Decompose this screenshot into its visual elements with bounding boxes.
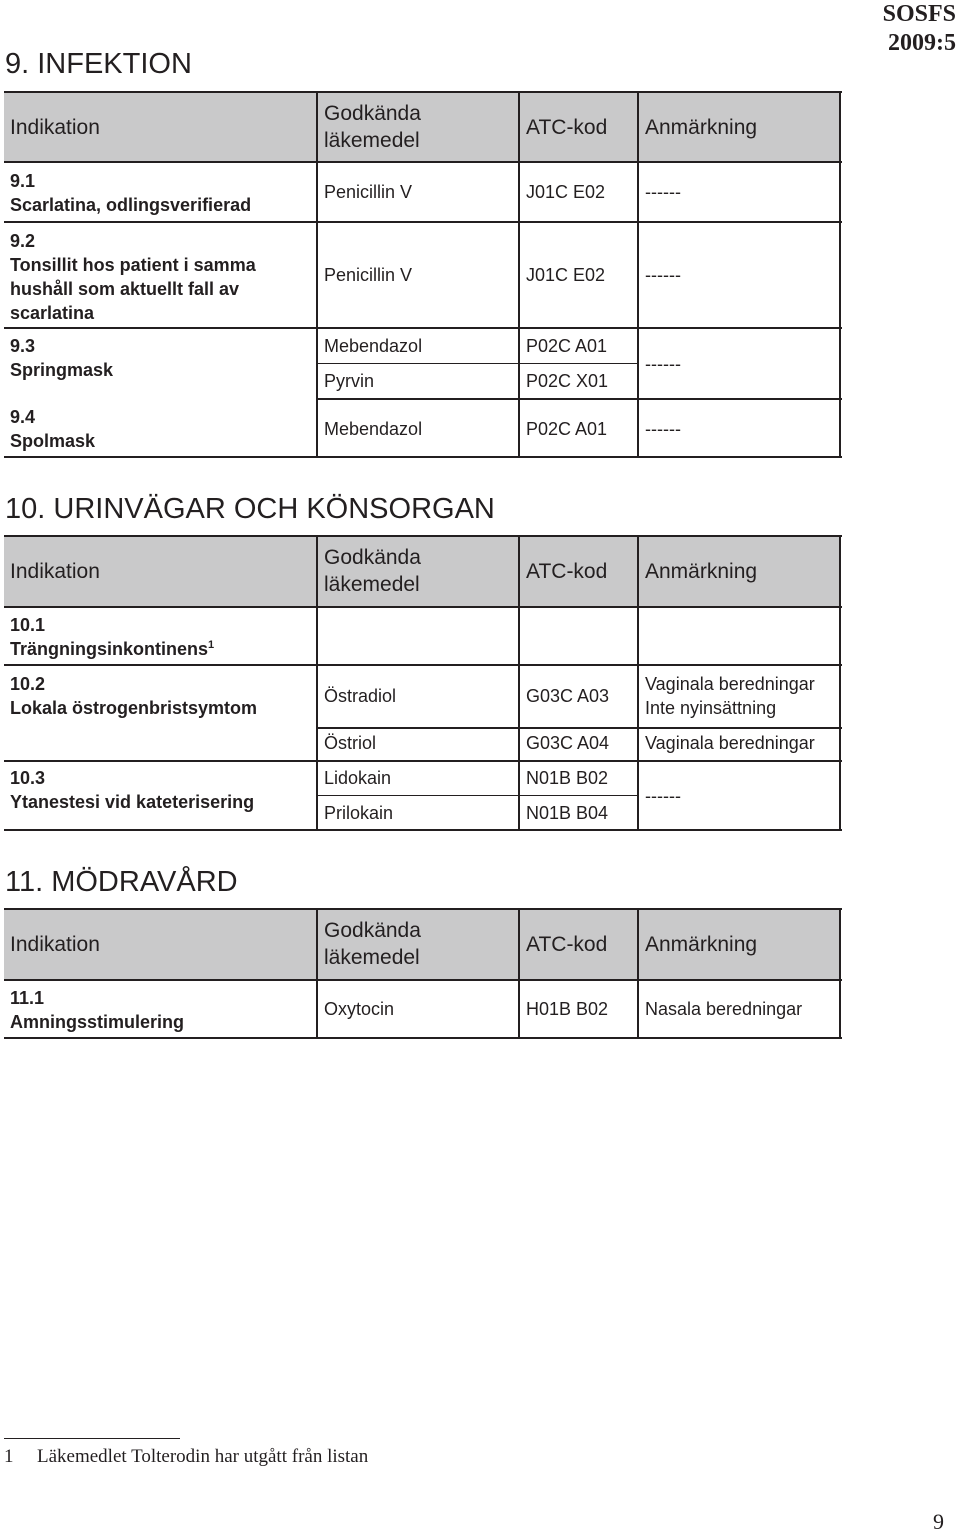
table-right-border bbox=[839, 908, 841, 1039]
column-header-atc: ATC-kod bbox=[526, 933, 608, 956]
drug-name: Östriol bbox=[324, 733, 377, 753]
indication-number: 11.1 bbox=[10, 988, 45, 1008]
drug-name: Mebendazol bbox=[324, 336, 423, 356]
column-header-lakemedel bbox=[324, 917, 421, 971]
indication-name-text: Trängningsinkontinens bbox=[10, 639, 209, 659]
header-bottom-border bbox=[4, 161, 842, 163]
column-divider bbox=[518, 535, 520, 831]
indication-name: hushåll som aktuellt fall av bbox=[10, 279, 240, 299]
column-header-lakemedel bbox=[324, 100, 421, 154]
indication-name: Springmask bbox=[10, 360, 114, 380]
table-right-border bbox=[839, 535, 841, 831]
page-number: 9 bbox=[933, 1509, 944, 1534]
remark: ------ bbox=[645, 786, 681, 806]
indication-spolmask bbox=[10, 405, 95, 453]
row-divider bbox=[4, 221, 842, 223]
table-top-border bbox=[4, 535, 842, 537]
sosfs-label: SOSFS bbox=[882, 1, 956, 27]
header-line: Godkända bbox=[324, 919, 421, 942]
remark: ------ bbox=[645, 182, 681, 202]
atc-code: N01B B04 bbox=[526, 803, 609, 823]
subrow-divider bbox=[317, 363, 638, 364]
footnote-ref: 1 bbox=[208, 639, 215, 651]
remark: Vaginala beredningar bbox=[645, 733, 815, 753]
atc-code: P02C A01 bbox=[526, 336, 608, 356]
header-line: Godkända bbox=[324, 102, 421, 125]
header-line: läkemedel bbox=[324, 946, 420, 969]
footnote-text: Läkemedlet Tolterodin har utgått från listan bbox=[37, 1446, 369, 1467]
document-series bbox=[836, 0, 956, 58]
drug-name: Östradiol bbox=[324, 686, 397, 706]
indication-number: 10.2 bbox=[10, 674, 46, 694]
column-divider bbox=[316, 535, 318, 831]
table-top-border bbox=[4, 91, 842, 93]
column-header-lakemedel bbox=[324, 544, 421, 598]
column-header-indikation: Indikation bbox=[10, 116, 100, 139]
drug-name: Pyrvin bbox=[324, 371, 375, 391]
atc-code: P02C X01 bbox=[526, 371, 609, 391]
remark: ------ bbox=[645, 354, 681, 374]
column-divider bbox=[637, 535, 639, 831]
column-divider bbox=[637, 91, 639, 458]
column-divider bbox=[316, 91, 318, 458]
column-header-anmarkning: Anmärkning bbox=[645, 560, 758, 583]
indication-name: Spolmask bbox=[10, 431, 96, 451]
section-title-modravard: 11. MÖDRAVÅRD bbox=[5, 866, 238, 898]
atc-code: J01C E02 bbox=[526, 182, 606, 202]
drug-name: Penicillin V bbox=[324, 182, 413, 202]
indication-ytanestesi bbox=[10, 766, 254, 814]
row-divider bbox=[4, 760, 842, 762]
section-title-infektion: 9. INFEKTION bbox=[5, 48, 192, 80]
indication-name: Amningsstimulering bbox=[10, 1012, 185, 1032]
indication-name: scarlatina bbox=[10, 303, 95, 323]
header-bottom-border bbox=[4, 606, 842, 608]
drug-name: Penicillin V bbox=[324, 265, 413, 285]
remark-line: Inte nyinsättning bbox=[645, 698, 777, 718]
column-header-indikation: Indikation bbox=[10, 560, 100, 583]
atc-code: G03C A04 bbox=[526, 733, 610, 753]
indication-amningsstimulering bbox=[10, 986, 184, 1034]
atc-code: N01B B02 bbox=[526, 768, 609, 788]
indication-number: 10.1 bbox=[10, 615, 46, 635]
footnote-rule bbox=[4, 1438, 180, 1439]
indication-number: 9.3 bbox=[10, 336, 36, 356]
indication-springmask bbox=[10, 334, 113, 382]
table-top-border bbox=[4, 908, 842, 910]
remark: Nasala beredningar bbox=[645, 999, 803, 1019]
column-header-anmarkning: Anmärkning bbox=[645, 933, 758, 956]
remark: ------ bbox=[645, 419, 681, 439]
atc-code: J01C E02 bbox=[526, 265, 606, 285]
atc-code: G03C A03 bbox=[526, 686, 610, 706]
footnote-marker: 1 bbox=[4, 1446, 14, 1467]
row-divider bbox=[4, 664, 842, 666]
column-header-atc: ATC-kod bbox=[526, 560, 608, 583]
table-right-border bbox=[839, 91, 841, 458]
indication-scarlatina bbox=[10, 169, 251, 217]
section-title-urinvagar: 10. URINVÄGAR OCH KÖNSORGAN bbox=[5, 493, 495, 525]
remark bbox=[645, 672, 815, 720]
column-divider bbox=[316, 908, 318, 1039]
indication-number: 10.3 bbox=[10, 768, 46, 788]
subrow-divider bbox=[317, 727, 842, 729]
header-line: Godkända bbox=[324, 546, 421, 569]
column-header-indikation: Indikation bbox=[10, 933, 100, 956]
drug-name: Prilokain bbox=[324, 803, 394, 823]
header-line: läkemedel bbox=[324, 129, 420, 152]
atc-code: P02C A01 bbox=[526, 419, 608, 439]
column-divider bbox=[637, 908, 639, 1039]
indication-name: Lokala östrogenbristsymtom bbox=[10, 698, 258, 718]
table-bottom-border bbox=[4, 1037, 842, 1039]
indication-trangningsinkontinens bbox=[10, 613, 214, 661]
column-header-atc: ATC-kod bbox=[526, 116, 608, 139]
indication-number: 9.2 bbox=[10, 231, 36, 251]
column-header-anmarkning: Anmärkning bbox=[645, 116, 758, 139]
drug-name: Oxytocin bbox=[324, 999, 395, 1019]
drug-name: Lidokain bbox=[324, 768, 392, 788]
remark-line: Vaginala beredningar bbox=[645, 674, 815, 694]
indication-name bbox=[10, 637, 214, 661]
indication-name: Tonsillit hos patient i samma bbox=[10, 255, 256, 275]
footnote bbox=[4, 1446, 368, 1468]
table-bottom-border bbox=[4, 456, 842, 458]
drug-name: Mebendazol bbox=[324, 419, 423, 439]
column-divider bbox=[518, 91, 520, 458]
column-divider bbox=[518, 908, 520, 1039]
atc-code: H01B B02 bbox=[526, 999, 609, 1019]
header-line: läkemedel bbox=[324, 573, 420, 596]
indication-tonsillit bbox=[10, 229, 256, 325]
indication-name: Scarlatina, odlingsverifierad bbox=[10, 195, 252, 215]
indication-name: Ytanestesi vid kateterisering bbox=[10, 792, 255, 812]
indication-number: 9.4 bbox=[10, 407, 36, 427]
indication-ostrogenbrist bbox=[10, 672, 257, 720]
row-divider bbox=[317, 398, 842, 400]
sosfs-number: 2009:5 bbox=[888, 30, 956, 56]
header-bottom-border bbox=[4, 979, 842, 981]
row-divider bbox=[4, 327, 842, 329]
indication-number: 9.1 bbox=[10, 171, 36, 191]
table-bottom-border bbox=[4, 829, 842, 831]
remark: ------ bbox=[645, 265, 681, 285]
subrow-divider bbox=[317, 795, 638, 796]
